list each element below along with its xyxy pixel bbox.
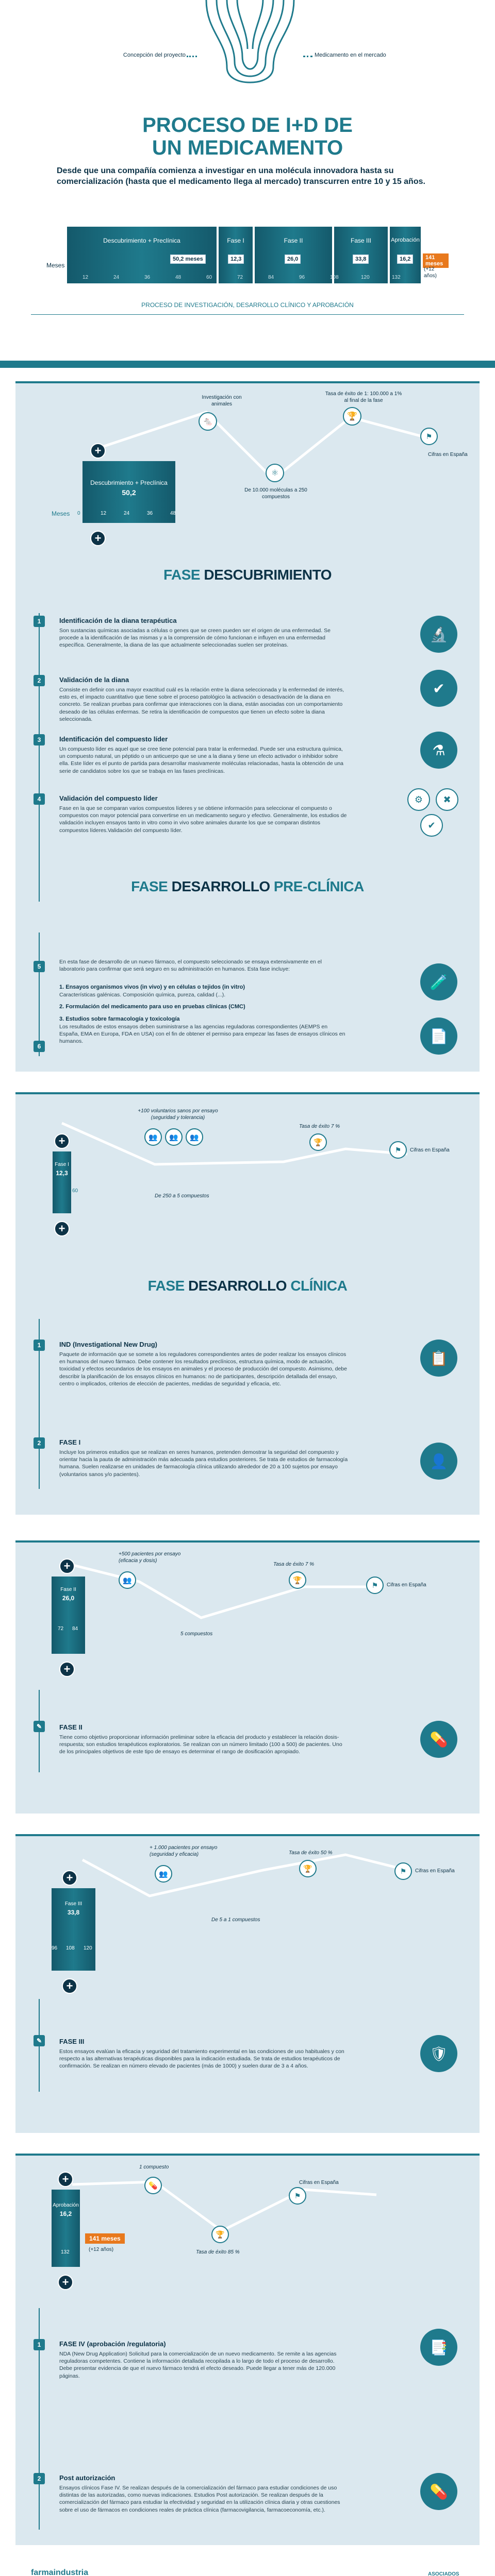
- phase2-bar-value: 26,0: [62, 1595, 75, 1602]
- concept-label: Concepción del proyecto: [123, 52, 186, 58]
- trophy-icon: 🏆: [343, 407, 361, 426]
- intro-month-tick: 108: [330, 275, 339, 280]
- approval-total-years: (+12 años): [89, 2247, 114, 2252]
- pill-icon: 💊: [144, 2177, 162, 2194]
- mouse-icon: 🐁: [199, 412, 217, 431]
- compound-icon-2: ✖: [436, 788, 458, 811]
- annot-spain-discovery: Cifras en España: [428, 452, 468, 457]
- discovery-title-b: DESCUBRIMIENTO: [204, 567, 332, 583]
- phase3-annot-compounds: De 5 a 1 compuestos: [211, 1917, 260, 1923]
- phase2-tick-1: 84: [72, 1626, 78, 1632]
- discovery-row-label: Meses: [52, 510, 70, 517]
- preclinical-item-1-title: 1. Ensayos organismos vivos (in vivo) y en células o tejidos (in vitro): [59, 984, 245, 990]
- discovery-step-text-1: Son sustancias químicas asociadas a células o genes que se creen pueden ser el origen de una enfermedad. Se procede a la identificación de las mismas y a la comprensión de cómo funcionan e influyen en una enfermedad específica. Generalmente, la diana de las que actualmente seleccionadas suelen ser proteínas.: [59, 628, 331, 649]
- intro-footer-caption: PROCESO DE INVESTIGACIÓN, DESARROLLO CLÍNICO Y APROBACIÓN: [141, 301, 354, 309]
- phase2-annot-spain: Cifras en España: [387, 1582, 426, 1588]
- intro-phase-name-3: Fase III: [350, 237, 371, 244]
- approval-bar-value: 16,2: [59, 2210, 72, 2217]
- phase1-annot-spain: Cifras en España: [410, 1147, 450, 1153]
- preclinical-intro: En esta fase de desarrollo de un nuevo fármaco, el compuesto seleccionado se ensaya extensivamente en el laboratorio para confirmar que será seguro en su administración en humanos. Esta fase incluye:: [59, 959, 322, 973]
- intro-phase-value-3: 33,8: [353, 255, 369, 264]
- preclinical-item-3-title: 3. Estudios sobre farmacología y toxicología: [59, 1016, 180, 1022]
- intro-month-tick: 84: [268, 275, 274, 280]
- phase3-tick-1: 108: [66, 1945, 75, 1951]
- phase2-bar-label: Fase II: [60, 1587, 76, 1592]
- phase2-annot-success: Tasa de éxito 7 %: [273, 1562, 315, 1567]
- clinical-step-text-2: Incluye los primeros estudios que se realizan en seres humanos, pretenden demostrar la seguridad del compuesto y orientar hacia la pauta de administración más adecuada para estudios posteriores. Se trata de estudios de farmacología humana. Suelen realizarse en unidades de farmacología clínica utilizando alrededor de 20 a 100 sujetos por ensayo (voluntarios sanos y/o pacientes).: [59, 1449, 348, 1478]
- approval-curve: [15, 2154, 480, 2287]
- patients-icon: 👥: [119, 1571, 136, 1589]
- shield-icon: 🛡: [420, 2035, 457, 2072]
- phase2-step-text: Tiene como objetivo proporcionar información preliminar sobre la eficacia del producto y establecer la relación dosis-respuesta; son estudios terapéuticos exploratorios. Se realizan con un número limitado (100 a 500) de pacientes. Uno de los principales objetivos de este tipo de ensayo es determinar el rango de dosificación apropiado.: [59, 1734, 342, 1755]
- intro-phase-name-2: Fase II: [284, 237, 303, 244]
- intro-month-tick: 72: [237, 275, 243, 280]
- intro-phase-name-0: Descubrimiento + Preclínica: [103, 237, 180, 244]
- annot-molecules: De 10.000 moléculas a 250 compuestos: [244, 487, 307, 500]
- intro-month-tick: 24: [113, 275, 120, 280]
- approval-trophy-icon: 🏆: [211, 2226, 229, 2243]
- section-separator: [0, 361, 495, 368]
- preclinical-item-3-text: Los resultados de estos ensayos deben suministrarse a las agencias reguladoras correspondientes (AEMPS en España, EMA en Europa, FDA en USA) con el fin de obtener el permiso para empezar las fases de ensayos clínicos en humanos.: [59, 1024, 345, 1045]
- approval-step-title-1: FASE IV (aprobación /regulatoria): [59, 2340, 166, 2348]
- discovery-bar-label: Descubrimiento + Preclínica: [90, 479, 168, 486]
- phase2-trophy-icon: 🏆: [289, 1571, 306, 1589]
- phase1-tick: 60: [72, 1188, 78, 1194]
- phase3-tick-2: 120: [84, 1945, 92, 1951]
- approval-step-text-1: NDA (New Drug Application) Solicitud para la comercialización de un nuevo medicamento. Se remite a las agencias reguladoras competentes. Contiene la información detallada recopilada a lo largo de todo el proceso de desarrollo. Debe presentar evidencia de que el nuevo fármaco tendrá el efecto deseado. Puede llegar a tener más de 120.000 páginas.: [59, 2351, 337, 2379]
- phase3-trophy-icon: 🏆: [299, 1860, 317, 1877]
- phase2-annot-compounds: 5 compuestos: [180, 1631, 213, 1637]
- phase1-annot-volunteers: +100 voluntarios sanos por ensayo (seguridad y tolerancia): [138, 1108, 218, 1121]
- discovery-step-num-4: 4: [34, 793, 45, 805]
- ind-doc-icon: 📋: [420, 1340, 457, 1377]
- dosage-icon: 💊: [420, 1721, 457, 1758]
- clinical-step-num-2: 2: [34, 1437, 45, 1449]
- phase3-plus-bottom: +: [62, 1978, 77, 1994]
- lab-icon: 🧪: [420, 963, 457, 1001]
- clinical-phase-title: [0, 1278, 495, 1294]
- clinical-step-title-2: FASE I: [59, 1438, 81, 1446]
- phase3-step-icon: ✎: [34, 2035, 45, 2046]
- discovery-tick: 36: [147, 511, 153, 516]
- discovery-title-a: FASE: [163, 567, 204, 583]
- discovery-step-line: [39, 613, 40, 902]
- clinical-step-title-1: IND (Investigational New Drug): [59, 1341, 157, 1348]
- document-icon: 📄: [420, 1018, 457, 1055]
- discovery-step-num-2: 2: [34, 675, 45, 686]
- market-leader: [303, 56, 312, 57]
- page-title-line1: PROCESO DE I+D DE: [142, 114, 353, 137]
- phase1-plus-bottom: +: [54, 1221, 70, 1236]
- intro-month-tick: 36: [144, 275, 151, 280]
- phase3-bar-label: Fase III: [64, 1901, 82, 1907]
- compound-icon-1: ⚙: [407, 788, 430, 811]
- people-icon: 👥: [144, 1128, 162, 1146]
- phase3-patients-icon: 👥: [155, 1865, 172, 1883]
- phase2-annot-patients: +500 pacientes por ensayo (eficacia y dosis): [119, 1551, 181, 1564]
- phase2-tick-0: 72: [58, 1626, 64, 1632]
- page-subtitle: Desde que una compañía comienza a investigar en una molécula innovadora hasta su comercialización (hasta que el medicamento llega al mercado) transcurren entre 10 y 15 años.: [57, 166, 425, 186]
- phase3-tick-0: 96: [52, 1945, 58, 1951]
- phase3-step-title: FASE III: [59, 2038, 85, 2045]
- intro-phase-name-4: Aprobación: [391, 237, 420, 243]
- clinical-title-c: CLÍNICA: [290, 1278, 348, 1294]
- people-icon-3: 👥: [186, 1128, 203, 1146]
- discovery-step-title-4: Validación del compuesto líder: [59, 794, 158, 802]
- preclinical-title-c: PRE-CLÍNICA: [273, 878, 364, 894]
- phase1-annot-compounds: De 250 a 5 compuestos: [155, 1193, 209, 1199]
- approval-annot-spain: Cifras en España: [299, 2180, 339, 2185]
- approval-step-title-2: Post autorización: [59, 2474, 116, 2482]
- intro-phase-value-1: 12,3: [228, 255, 244, 264]
- intro-phase-value-2: 26,0: [285, 255, 301, 264]
- intro-section: [0, 0, 495, 392]
- phase1-bar-value: 12,3: [56, 1170, 68, 1177]
- dna-check-icon: ✔: [420, 670, 457, 707]
- microscope-icon: 🔬: [420, 616, 457, 653]
- phase1-plus-top: +: [54, 1133, 70, 1149]
- approval-bar-label: Aprobación: [53, 2202, 79, 2208]
- discovery-plus-bottom: +: [90, 531, 106, 546]
- people-icon-2: 👥: [165, 1128, 183, 1146]
- intro-month-tick: 12: [82, 275, 89, 280]
- discovery-step-title-1: Identificación de la diana terapéutica: [59, 617, 177, 624]
- dna-graphic: [196, 0, 304, 88]
- approval-step-num-1: 1: [34, 2339, 45, 2350]
- preclinical-step-5: 5: [34, 961, 45, 972]
- approval-total-months: 141 meses: [85, 2233, 125, 2244]
- approval-step-text-2: Ensayos clínicos Fase IV. Se realizan después de la comercialización del fármaco para estudiar condiciones de uso distintas de las autorizadas, como nuevas indicaciones. Estudios Post autorización. Se realizan después de la comercialización del fármaco para estudiar la efectividad y seguridad en la utilización clínica diaria y otras cuestiones sobre el uso de fármacos en condiciones reales de práctica clínica (farmacovigilancia, farmacoeconomía, etc.).: [59, 2485, 340, 2513]
- phase3-bar: [52, 1888, 95, 1971]
- phase3-spain-icon: ⚑: [394, 1862, 412, 1880]
- annot-success: Tasa de éxito de 1: 100.000 a 1% al final de la fase: [325, 391, 402, 403]
- phase2-plus-bottom: +: [59, 1662, 75, 1677]
- phase2-step-icon: ✎: [34, 1721, 45, 1732]
- intro-total-years: (+12 años): [424, 266, 437, 279]
- discovery-step-title-2: Validación de la diana: [59, 676, 129, 684]
- approval-step-num-2: 2: [34, 2473, 45, 2484]
- approval-annot-success: Tasa de éxito 85 %: [196, 2249, 240, 2255]
- intro-month-tick: 132: [392, 275, 401, 280]
- discovery-step-text-2: Consiste en definir con una mayor exactitud cuál es la relación entre la diana seleccionada y la enfermedad de interés, esto es, el impacto cuantitativo que tiene sobre el proceso patológico la activación o desactivación de la diana en concreto. Se realizan pruebas para confirmar que interacciones con la diana, están asociadas con un comportamiento deseado de las células enfermas. Se retira la identificación de compuestos que tienen un efecto sobre la diana seleccionada.: [59, 687, 344, 722]
- discovery-tick: 24: [124, 511, 130, 516]
- timeline-row-label: Meses: [46, 262, 65, 269]
- discovery-tick: 0: [77, 511, 80, 516]
- discovery-plus-top: +: [90, 443, 106, 459]
- phase2-step-title: FASE II: [59, 1723, 82, 1731]
- preclinical-title-a: FASE: [131, 878, 172, 894]
- approval-plus-bottom: +: [58, 2275, 73, 2290]
- phase3-annot-spain: Cifras en España: [415, 1868, 455, 1874]
- intro-month-tick: 48: [175, 275, 182, 280]
- annot-animals: Investigación con animales: [202, 395, 242, 407]
- phase1-annot-success: Tasa de éxito 7 %: [299, 1124, 340, 1129]
- approval-annot-compound: 1 compuesto: [139, 2164, 169, 2170]
- discovery-tick: 48: [170, 511, 176, 516]
- phase2-plus-top: +: [59, 1558, 75, 1574]
- preclinical-item-1-text: Características galénicas. Composición química, pureza, calidad (...).: [59, 992, 226, 998]
- concept-leader: [187, 56, 197, 57]
- phase1-curve: [15, 1092, 480, 1257]
- phase3-bar-value: 33,8: [67, 1909, 80, 1916]
- compound-icon-3: ✔: [420, 814, 443, 837]
- volunteer-icon: 👤: [420, 1443, 457, 1480]
- clinical-step-num-1: 1: [34, 1340, 45, 1351]
- intro-total-months: 141 meses: [423, 253, 449, 268]
- phase1-trophy-icon: 🏆: [309, 1133, 327, 1151]
- clinical-title-a: FASE: [147, 1278, 189, 1294]
- discovery-phase-title: [0, 567, 495, 583]
- molecule-icon: ⚛: [266, 464, 284, 482]
- footer-right-logo: ASOCIADOS: [428, 2571, 459, 2576]
- phase2-spain-icon: ⚑: [366, 1577, 384, 1594]
- intro-month-tick: 60: [206, 275, 212, 280]
- approval-spain-icon: ⚑: [289, 2187, 306, 2205]
- flask-icon: ⚗: [420, 732, 457, 769]
- intro-month-tick: 120: [361, 275, 370, 280]
- preclinical-step-6: 6: [34, 1041, 45, 1052]
- phase1-spain-icon: ⚑: [389, 1141, 407, 1159]
- intro-timeline: [46, 206, 449, 283]
- intro-month-tick: 96: [299, 275, 305, 280]
- spain-flag-icon: ⚑: [420, 428, 438, 445]
- preclinical-title-b: DESARROLLO: [171, 878, 274, 894]
- intro-phase-value-0: 50,2 meses: [170, 255, 206, 264]
- intro-divider: [31, 314, 464, 315]
- phase1-bar: [53, 1151, 71, 1213]
- discovery-step-text-3: Un compuesto líder es aquel que se cree tiene potencial para tratar la enfermedad. Puede ser una estructura química, un compuesto natural, un péptido o un anticuerpo que se une a la diana y tiene un efecto activador o inhibidor sobre ella. Este líder es el punto de partida para desarrollar masivamente moléculas relacionadas, hasta la obtención de una serie de candidatos sobre los que se trabaja en las fases preclínicas.: [59, 746, 343, 774]
- preclinical-item-2-title: 2. Formulación del medicamento para uso en pruebas clínicas (CMC): [59, 1004, 245, 1010]
- market-label: Medicamento en el mercado: [315, 52, 386, 58]
- preclinical-phase-title: [0, 878, 495, 895]
- discovery-bar-value: 50,2: [122, 488, 136, 497]
- phase3-plus-top: +: [62, 1870, 77, 1886]
- discovery-step-num-1: 1: [34, 616, 45, 627]
- approval-plus-top: +: [58, 2172, 73, 2187]
- footer-brand: farmaindustria: [31, 2568, 89, 2576]
- phase3-annot-patients: + 1.000 pacientes por ensayo (seguridad y eficacia): [150, 1845, 218, 1857]
- approval-doc-icon: 📑: [420, 2329, 457, 2366]
- phase2-curve: [15, 1540, 480, 1674]
- intro-phase-name-1: Fase I: [227, 237, 244, 244]
- phase3-step-text: Estos ensayos evalúan la eficacia y seguridad del tratamiento experimental en las condiciones de uso habituales y con respecto a las alternativas terapéuticas disponibles para la indicación estudiada. Se trata de estudios terapéuticos de confirmación. Se realizan en número elevado de pacientes (más de 1000) y suelen durar de 3 a 4 años.: [59, 2048, 344, 2070]
- discovery-tick: 12: [101, 511, 107, 516]
- clinical-title-b: DESARROLLO: [188, 1278, 291, 1294]
- intro-phase-value-4: 16,2: [397, 255, 413, 264]
- preclinical-step-line: [39, 933, 40, 1056]
- clinical-step-text-1: Paquete de información que se somete a los reguladores correspondientes antes de poder realizar los ensayos clínicos en humanos del nuevo fármaco. Debe contener los resultados preclínicos, estructura química, modo de actuación, toxicidad y efectos secundarios de los ensayos en animales y el proceso de producción del compuesto. Asimismo, debe describir la planificación de los ensayos clínicos en humanos: no de participantes, descripción detallada del ensayo, centro o implicados, criterios de elección de pacientes, medidas de seguridad y eficacia, etc.: [59, 1351, 347, 1387]
- discovery-step-text-4: Fase en la que se comparan varios compuestos líderes y se obtiene información para seleccionar el compuesto o compuestos con mayor potencial para convertirse en un medicamento seguro y efectivo. Generalmente, los estudios de validación incluyen ensayos tanto in vitro como in vivo sobre animales durante los que se comparan distintos compuestos líderes.Validación del compuesto líder.: [59, 805, 347, 834]
- approval-tick: 132: [61, 2249, 70, 2255]
- pharmacovigilance-icon: 💊: [420, 2473, 457, 2510]
- page-title-line2: UN MEDICAMENTO: [152, 137, 343, 159]
- phase1-bar-label: Fase I: [55, 1162, 69, 1167]
- phase3-annot-success: Tasa de éxito 50 %: [289, 1850, 333, 1856]
- discovery-step-num-3: 3: [34, 734, 45, 745]
- discovery-step-title-3: Identificación del compuesto líder: [59, 735, 168, 743]
